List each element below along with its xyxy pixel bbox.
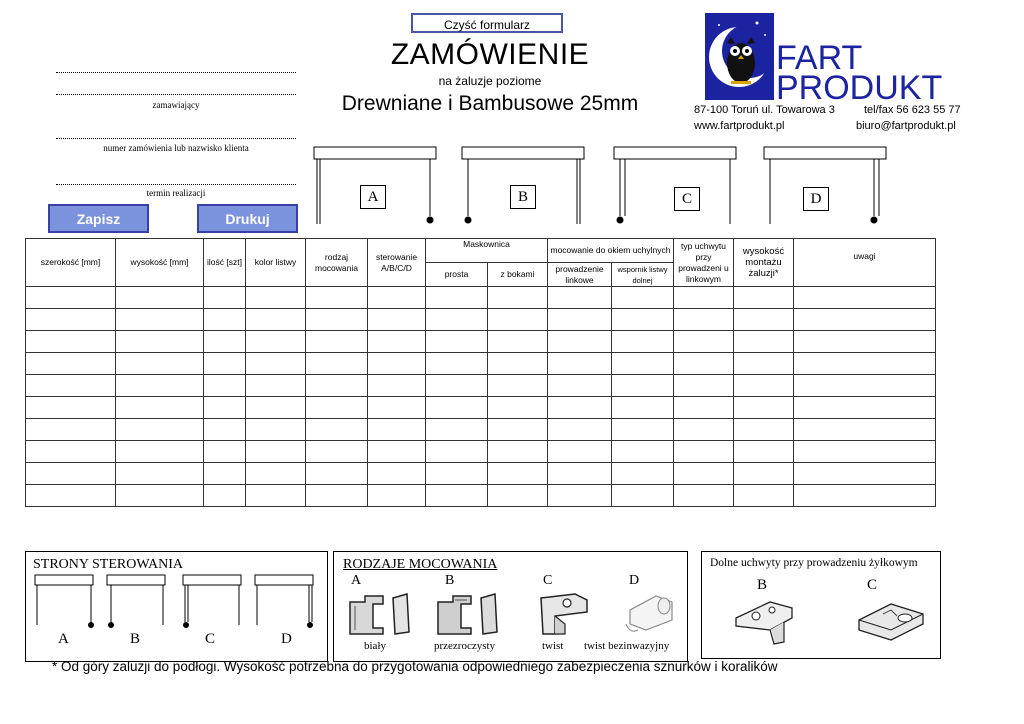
brand-name-line1: FART: [776, 39, 863, 77]
cell-notes[interactable]: [794, 463, 936, 485]
cell-width[interactable]: [26, 419, 116, 441]
cell-mount-height[interactable]: [734, 353, 794, 375]
cell-mount-height[interactable]: [734, 463, 794, 485]
cell-valance-straight[interactable]: [426, 441, 488, 463]
cell-width[interactable]: [26, 397, 116, 419]
cell-valance-sides[interactable]: [488, 331, 548, 353]
cell-notes[interactable]: [794, 287, 936, 309]
cell-valance-sides[interactable]: [488, 485, 548, 507]
diagram-label-a: A: [360, 185, 386, 209]
orderer-line-1[interactable]: [56, 72, 296, 73]
table-row: [26, 397, 936, 419]
bottom-holders-title: Dolne uchwyty przy prowadzeniu żyłkowym: [710, 557, 918, 569]
page-title: ZAMÓWIENIE: [390, 38, 590, 71]
cell-tilt-guide[interactable]: [548, 353, 612, 375]
diagram-label-d: D: [803, 187, 829, 211]
cell-holder-type[interactable]: [674, 375, 734, 397]
cell-mount-height[interactable]: [734, 309, 794, 331]
header-tilt-guide: prowadzenie linkowe: [548, 263, 612, 287]
cell-valance-sides[interactable]: [488, 397, 548, 419]
twist-bracket-icon: [535, 590, 595, 638]
cell-qty[interactable]: [204, 463, 246, 485]
header-control: sterowanie A/B/C/D: [368, 239, 426, 287]
diagram-label-b: B: [510, 185, 536, 209]
product-name: Drewniane i Bambusowe 25mm: [341, 92, 639, 115]
cell-color[interactable]: [246, 419, 306, 441]
cell-valance-straight[interactable]: [426, 309, 488, 331]
table-row: [26, 419, 936, 441]
cell-tilt-support[interactable]: [612, 485, 674, 507]
mount-letter-d: D: [629, 573, 640, 588]
cell-height[interactable]: [116, 353, 204, 375]
table-row: [26, 441, 936, 463]
cell-valance-sides[interactable]: [488, 419, 548, 441]
deadline-caption: termin realizacji: [146, 188, 206, 198]
table-row: [26, 309, 936, 331]
cell-control[interactable]: [368, 287, 426, 309]
cell-tilt-guide[interactable]: [548, 485, 612, 507]
order-number-field[interactable]: [56, 138, 296, 139]
cell-valance-straight[interactable]: [426, 287, 488, 309]
cell-control[interactable]: [368, 419, 426, 441]
cell-valance-sides[interactable]: [488, 463, 548, 485]
cell-tilt-support[interactable]: [612, 287, 674, 309]
table-row: [26, 463, 936, 485]
cell-mount-type[interactable]: [306, 353, 368, 375]
brand-name-line2: PRODUKT: [776, 69, 943, 107]
cell-qty[interactable]: [204, 353, 246, 375]
cell-notes[interactable]: [794, 485, 936, 507]
company-website[interactable]: www.fartprodukt.pl: [694, 120, 785, 132]
cell-mount-height[interactable]: [734, 485, 794, 507]
control-sides-title: STRONY STEROWANIA: [33, 557, 183, 572]
cell-width[interactable]: [26, 485, 116, 507]
cell-valance-straight[interactable]: [426, 397, 488, 419]
cell-tilt-support[interactable]: [612, 463, 674, 485]
cell-tilt-support[interactable]: [612, 309, 674, 331]
cell-color[interactable]: [246, 309, 306, 331]
cell-holder-type[interactable]: [674, 353, 734, 375]
cell-mount-height[interactable]: [734, 441, 794, 463]
cell-height[interactable]: [116, 309, 204, 331]
cell-color[interactable]: [246, 485, 306, 507]
cell-qty[interactable]: [204, 375, 246, 397]
cell-mount-type[interactable]: [306, 331, 368, 353]
cell-valance-straight[interactable]: [426, 353, 488, 375]
cell-width[interactable]: [26, 441, 116, 463]
cell-valance-sides[interactable]: [488, 309, 548, 331]
cell-control[interactable]: [368, 309, 426, 331]
holder-label-b: B: [757, 577, 768, 593]
cell-tilt-guide[interactable]: [548, 287, 612, 309]
cell-height[interactable]: [116, 397, 204, 419]
cell-tilt-support[interactable]: [612, 441, 674, 463]
header-mount-height: wysokość montażu żaluzji*: [734, 239, 794, 287]
mount-letter-c: C: [543, 573, 553, 588]
table-row: [26, 485, 936, 507]
cell-tilt-guide[interactable]: [548, 463, 612, 485]
cell-tilt-support[interactable]: [612, 419, 674, 441]
deadline-field[interactable]: [56, 184, 296, 185]
cell-height[interactable]: [116, 287, 204, 309]
holder-b-icon: [730, 596, 800, 646]
cell-notes[interactable]: [794, 375, 936, 397]
holder-label-c: C: [867, 577, 878, 593]
cell-color[interactable]: [246, 353, 306, 375]
cell-color[interactable]: [246, 441, 306, 463]
company-address: 87-100 Toruń ul. Towarowa 3: [694, 104, 835, 116]
cell-notes[interactable]: [794, 353, 936, 375]
table-row: [26, 375, 936, 397]
cell-holder-type[interactable]: [674, 441, 734, 463]
cell-valance-straight[interactable]: [426, 485, 488, 507]
cell-tilt-guide[interactable]: [548, 331, 612, 353]
cell-qty[interactable]: [204, 441, 246, 463]
mount-name-twist: twist: [542, 640, 564, 652]
cell-color[interactable]: [246, 287, 306, 309]
cell-color[interactable]: [246, 397, 306, 419]
cell-valance-straight[interactable]: [426, 463, 488, 485]
cell-holder-type[interactable]: [674, 485, 734, 507]
cell-tilt-support[interactable]: [612, 375, 674, 397]
table-row: [26, 331, 936, 353]
cell-tilt-guide[interactable]: [548, 441, 612, 463]
cell-control[interactable]: [368, 485, 426, 507]
white-bracket-icon: [345, 590, 415, 638]
order-table: [25, 238, 936, 507]
cell-valance-sides[interactable]: [488, 441, 548, 463]
cell-width[interactable]: [26, 463, 116, 485]
cell-mount-height[interactable]: [734, 375, 794, 397]
cell-tilt-support[interactable]: [612, 397, 674, 419]
mount-letter-b: B: [445, 573, 455, 588]
order-number-caption: numer zamówienia lub nazwisko klienta: [103, 143, 249, 153]
cell-qty[interactable]: [204, 397, 246, 419]
cell-color[interactable]: [246, 331, 306, 353]
cell-height[interactable]: [116, 375, 204, 397]
cell-tilt-guide[interactable]: [548, 419, 612, 441]
diagram-label-c: C: [674, 187, 700, 211]
cell-height[interactable]: [116, 419, 204, 441]
cell-qty[interactable]: [204, 331, 246, 353]
control-sides-diagram: [25, 570, 328, 632]
header-height: wysokość [mm]: [116, 239, 204, 287]
table-row: [26, 353, 936, 375]
cell-width[interactable]: [26, 309, 116, 331]
control-side-label-a: A: [58, 631, 69, 647]
footnote: * Od góry żaluzji do podłogi. Wysokość potrzebna do przygotowania odpowiedniego zabezpieczenia sznurków i koralików: [52, 659, 778, 674]
cell-height[interactable]: [116, 331, 204, 353]
cell-qty[interactable]: [204, 309, 246, 331]
header-tilt-support: wspornik listwy dolnej: [612, 263, 674, 287]
cell-width[interactable]: [26, 353, 116, 375]
header-notes: uwagi: [794, 239, 936, 287]
cell-holder-type[interactable]: [674, 419, 734, 441]
cell-height[interactable]: [116, 463, 204, 485]
cell-mount-type[interactable]: [306, 287, 368, 309]
header-qty: ilość [szt]: [204, 239, 246, 287]
orderer-field[interactable]: [56, 94, 296, 95]
header-valance-straight: prosta: [426, 263, 488, 287]
cell-width[interactable]: [26, 331, 116, 353]
table-row: [26, 287, 936, 309]
cell-tilt-guide[interactable]: [548, 309, 612, 331]
cell-tilt-guide[interactable]: [548, 397, 612, 419]
clear-form-button[interactable]: Czyść formularz: [411, 13, 563, 33]
cell-color[interactable]: [246, 375, 306, 397]
header-valance: Maskownica: [426, 239, 548, 263]
cell-tilt-support[interactable]: [612, 353, 674, 375]
header-color: kolor listwy: [246, 239, 306, 287]
header-valance-sides: z bokami: [488, 263, 548, 287]
cell-mount-type[interactable]: [306, 397, 368, 419]
cell-mount-height[interactable]: [734, 331, 794, 353]
holder-c-icon: [853, 596, 929, 644]
cell-valance-sides[interactable]: [488, 287, 548, 309]
cell-valance-straight[interactable]: [426, 375, 488, 397]
cell-height[interactable]: [116, 441, 204, 463]
cell-control[interactable]: [368, 441, 426, 463]
control-side-label-b: B: [130, 631, 141, 647]
cell-mount-type[interactable]: [306, 309, 368, 331]
print-button[interactable]: Drukuj: [197, 204, 298, 233]
mount-name-twist-noninvasive: twist bezinwazyjny: [584, 640, 670, 652]
company-phone: tel/fax 56 623 55 77: [864, 104, 961, 116]
cell-mount-height[interactable]: [734, 397, 794, 419]
cell-qty[interactable]: [204, 287, 246, 309]
cell-qty[interactable]: [204, 485, 246, 507]
cell-width[interactable]: [26, 287, 116, 309]
cell-valance-straight[interactable]: [426, 331, 488, 353]
twist-noninvasive-bracket-icon: [620, 590, 680, 638]
header-tilt-mount: mocowanie do okiem uchylnych: [548, 239, 674, 263]
page-subtitle: na żaluzje poziome: [438, 74, 542, 88]
save-button[interactable]: Zapisz: [48, 204, 149, 233]
cell-notes[interactable]: [794, 309, 936, 331]
cell-valance-sides[interactable]: [488, 353, 548, 375]
cell-holder-type[interactable]: [674, 309, 734, 331]
cell-holder-type[interactable]: [674, 331, 734, 353]
cell-mount-height[interactable]: [734, 419, 794, 441]
transparent-bracket-icon: [433, 590, 503, 638]
cell-mount-type[interactable]: [306, 463, 368, 485]
cell-qty[interactable]: [204, 419, 246, 441]
cell-holder-type[interactable]: [674, 287, 734, 309]
cell-width[interactable]: [26, 375, 116, 397]
control-diagrams: [300, 140, 900, 230]
mount-letter-a: A: [351, 573, 362, 588]
cell-valance-sides[interactable]: [488, 375, 548, 397]
cell-notes[interactable]: [794, 397, 936, 419]
mount-types-title: RODZAJE MOCOWANIA: [343, 557, 498, 572]
cell-mount-type[interactable]: [306, 375, 368, 397]
cell-mount-type[interactable]: [306, 419, 368, 441]
cell-holder-type[interactable]: [674, 463, 734, 485]
control-side-label-d: D: [281, 631, 292, 647]
header-holder-type: typ uchwytu przy prowadzeni u linkowym: [674, 239, 734, 287]
control-side-label-c: C: [205, 631, 216, 647]
cell-color[interactable]: [246, 463, 306, 485]
cell-tilt-support[interactable]: [612, 331, 674, 353]
header-width: szerokość [mm]: [26, 239, 116, 287]
cell-height[interactable]: [116, 485, 204, 507]
cell-control[interactable]: [368, 375, 426, 397]
orderer-caption: zamawiający: [152, 100, 200, 110]
cell-control[interactable]: [368, 463, 426, 485]
header-mount-type: rodzaj mocowania: [306, 239, 368, 287]
cell-notes[interactable]: [794, 441, 936, 463]
cell-control[interactable]: [368, 331, 426, 353]
cell-control[interactable]: [368, 353, 426, 375]
cell-valance-straight[interactable]: [426, 419, 488, 441]
cell-control[interactable]: [368, 397, 426, 419]
cell-mount-type[interactable]: [306, 441, 368, 463]
owl-moon-icon: [705, 13, 774, 100]
mount-name-white: biały: [364, 640, 386, 652]
cell-tilt-guide[interactable]: [548, 375, 612, 397]
company-logo: [705, 13, 774, 100]
cell-notes[interactable]: [794, 331, 936, 353]
cell-mount-height[interactable]: [734, 287, 794, 309]
company-email[interactable]: biuro@fartprodukt.pl: [856, 120, 956, 132]
cell-notes[interactable]: [794, 419, 936, 441]
mount-name-transparent: przezroczysty: [434, 640, 496, 652]
cell-holder-type[interactable]: [674, 397, 734, 419]
cell-mount-type[interactable]: [306, 485, 368, 507]
